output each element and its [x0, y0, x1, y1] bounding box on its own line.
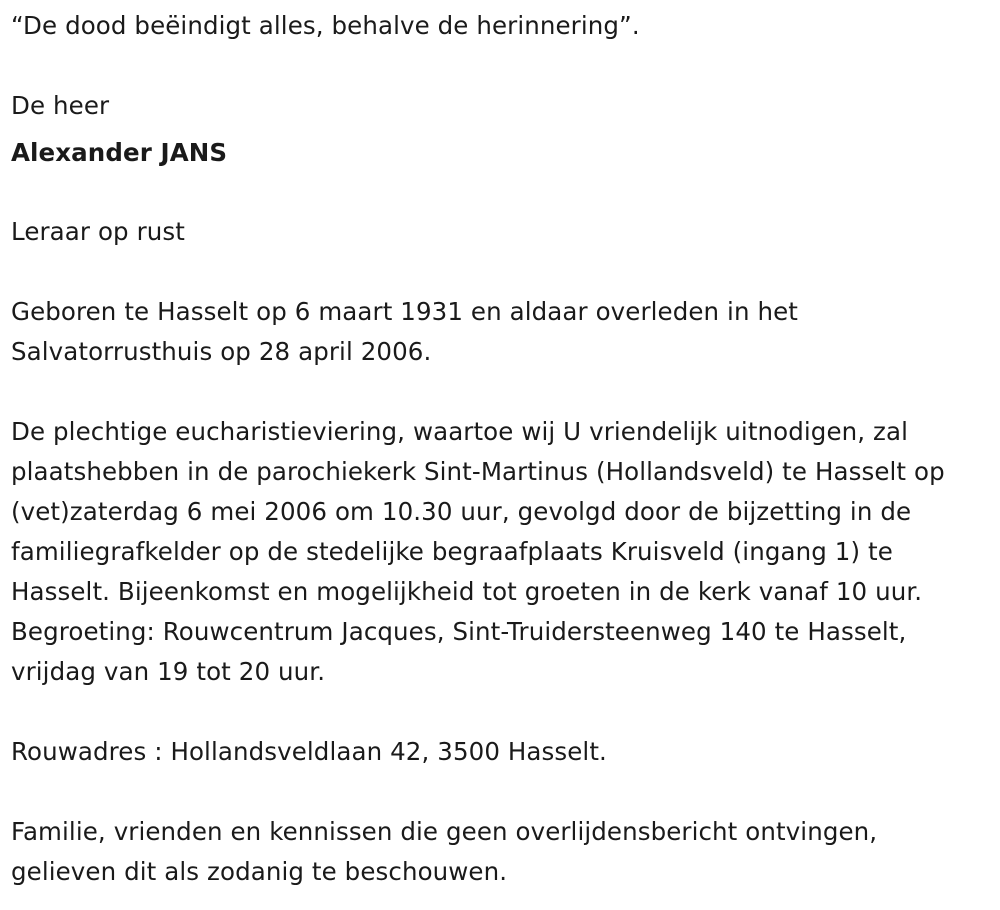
memorial-quote: “De dood beëindigt alles, behalve de herinnering”. [11, 11, 640, 40]
closing-paragraph: Familie, vrienden en kennissen die geen overlijdensbericht ontvingen, gelieven dit als zodanig te beschouwen. [11, 817, 878, 886]
ceremony-paragraph: De plechtige eucharistieviering, waartoe wij U vriendelijk uitnodigen, zal plaatshebben in de parochiekerk Sint-Martinus (Hollandsveld) te Hasselt op (vet)zaterdag 6 mei 2006 om 10.30 uur, gevolgd door de bijzetting in de familiegrafkelder op de stedelijke begraafplaats Kruisveld (ingang 1) te Hasselt. Bijeenkomst en mogelijkheid tot groeten in de kerk vanaf 10 uur. Begroeting: Rouwcentrum Jacques, Sint-Truidersteenweg 140 te Hasselt, vrijdag van 19 tot 20 uur. [11, 417, 945, 686]
birth-death-paragraph: Geboren te Hasselt op 6 maart 1931 en aldaar overleden in het Salvatorrusthuis op 28 april 2006. [11, 297, 798, 366]
occupation: Leraar op rust [11, 217, 185, 246]
mourning-address: Rouwadres : Hollandsveldlaan 42, 3500 Hasselt. [11, 737, 607, 766]
obituary-notice [11, 6, 986, 892]
deceased-name: Alexander JANS [11, 138, 228, 167]
salutation: De heer [11, 91, 110, 120]
